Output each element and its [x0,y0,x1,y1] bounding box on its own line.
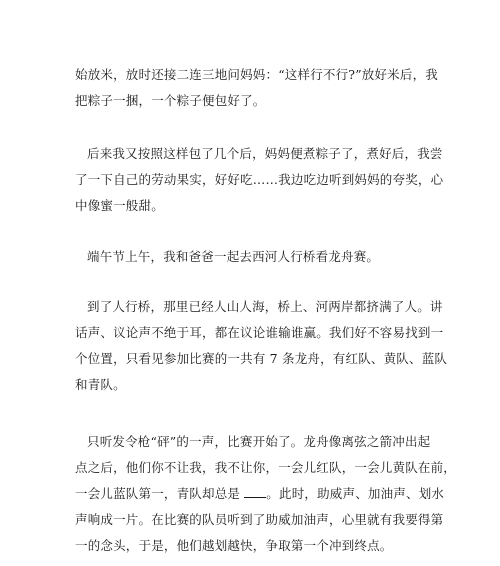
text-line: 端午节上午，我和爸爸一起去西河人行桥看龙舟赛。 [87,249,380,264]
text-line: 和青队。 [75,377,126,392]
text-line: 只听发令枪“砰”的一声，比赛开始了。龙舟像离弦之箭冲出起 [87,434,431,449]
text-line: 把粽子一捆，一个粽子便包好了。 [75,93,266,108]
text-line-with-blank [75,481,445,507]
paragraph-rice [75,62,438,114]
text-line: 声响成一片。在比赛的队员听到了助威加油声，心里就有我要得第 [75,512,444,527]
text-line: 一的念头，于是，他们越划越快，争取第一个冲到终点。 [75,538,393,553]
paragraph-cooking [75,141,444,219]
text-line: 始放米，放时还接二连三地问妈妈：“这样行不行?”放好米后，我 [75,67,438,82]
text-segment: 。此时，助威声、加油声、划水 [266,486,445,501]
text-line: 话声、议论声不绝于耳，都在议论谁输谁赢。我们好不容易找到一 [75,325,444,340]
paragraph-bridge [75,294,448,398]
text-line: 中像蜜一般甜。 [75,198,164,213]
paragraph-festival [75,244,435,270]
text-line: 个位置，只看见参加比赛的一共有 7 条龙舟，有红队、黄队、蓝队 [75,351,448,366]
paragraph-race [75,429,457,559]
text-line: 后来我又按照这样包了几个后，妈妈便煮粽子了，煮好后，我尝 [87,146,443,161]
fill-in-blank [244,487,266,498]
text-line: 到了人行桥，那里已经人山人海，桥上、河两岸都挤满了人。讲 [87,299,443,314]
text-segment: 一会儿蓝队第一，青队却总是 [75,486,241,501]
text-line: 点之后，他们你不让我，我不让你，一会儿红队，一会儿黄队在前， [75,460,457,475]
text-line: 了一下自己的劳动果实，好好吃……我边吃边听到妈妈的夸奖，心 [75,172,444,187]
